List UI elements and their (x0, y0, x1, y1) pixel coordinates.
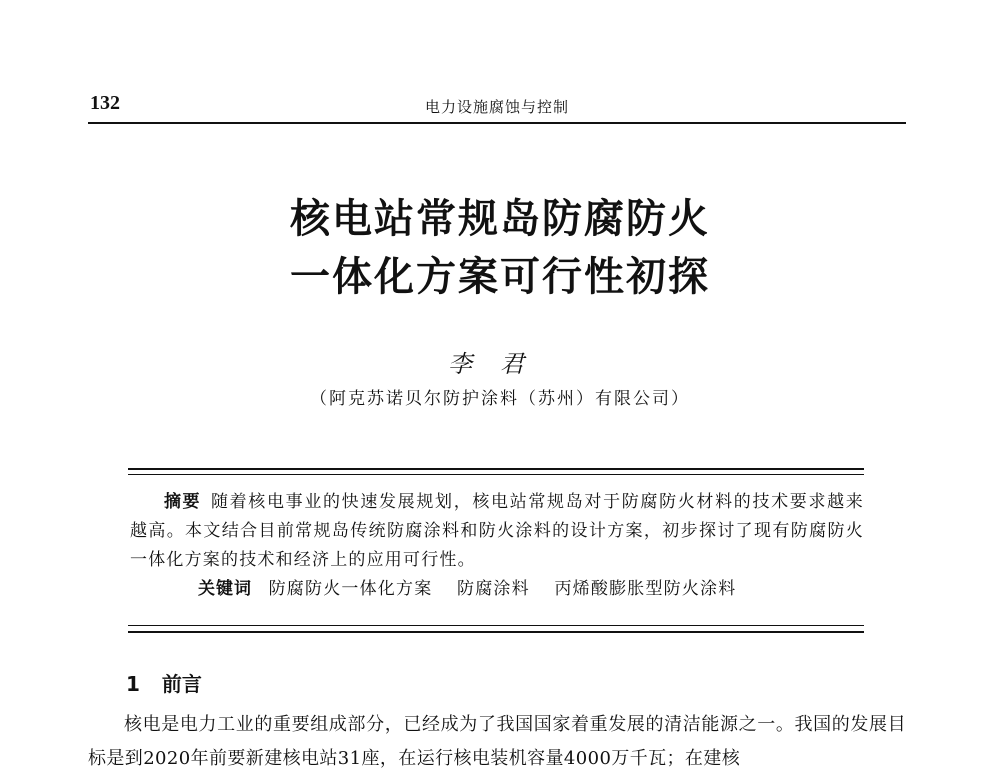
section-title: 前言 (161, 672, 202, 696)
keyword-item: 防腐涂料 (457, 579, 530, 599)
header-rule (88, 122, 906, 124)
body-paragraph: 核电是电力工业的重要组成部分，已经成为了我国国家着重发展的清洁能源之一。我国的发展目标是到2020年前要新建核电站31座，在运行核电装机容量4000万千瓦；在建核 (88, 714, 906, 769)
body-text (88, 708, 906, 776)
abstract-block (130, 488, 864, 604)
abstract-rule-top-thin (128, 474, 864, 475)
title-line-2: 一体化方案可行性初探 (290, 253, 710, 300)
section-heading (126, 668, 202, 697)
article-title (0, 190, 1000, 306)
abstract-rule-top-thick (128, 468, 864, 470)
author-name: 李君 (448, 350, 552, 378)
abstract-label: 摘要 (164, 492, 201, 512)
keywords-line (130, 575, 864, 604)
title-line-1: 核电站常规岛防腐防火 (290, 195, 710, 242)
keywords-label: 关键词 (198, 579, 252, 599)
abstract-rule-bottom-thick (128, 631, 864, 633)
abstract-text: 随着核电事业的快速发展规划，核电站常规岛对于防腐防火材料的技术要求越来越高。本文结合目前常规岛传统防腐涂料和防火涂料的设计方案，初步探讨了现有防腐防火一体化方案的技术和经济上的应用可行性。 (130, 492, 865, 570)
section-number: 1 (126, 672, 140, 696)
author-affiliation: （阿克苏诺贝尔防护涂料（苏州）有限公司） (310, 389, 690, 409)
keyword-item: 丙烯酸膨胀型防火涂料 (554, 579, 737, 599)
abstract-paragraph (130, 488, 864, 575)
running-title: 电力设施腐蚀与控制 (424, 98, 569, 116)
abstract-rule-bottom-thin (128, 625, 864, 626)
keyword-item: 防腐防火一体化方案 (268, 579, 433, 599)
page-number: 132 (90, 92, 120, 114)
running-header (88, 92, 906, 120)
